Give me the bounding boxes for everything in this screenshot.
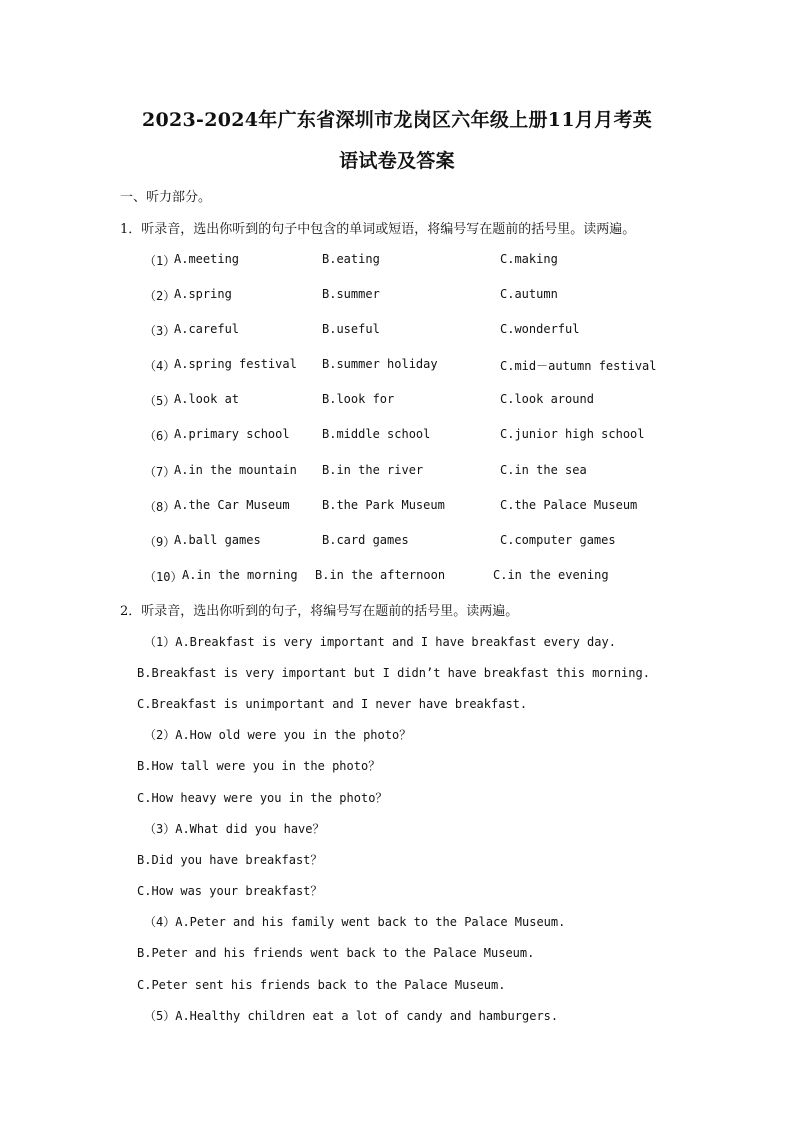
option-a: A.careful <box>174 322 240 336</box>
item-number: （2） <box>144 289 176 303</box>
sentence-line: C.Breakfast is unimportant and I never have breakfast. <box>137 697 528 711</box>
option-a: A.spring festival <box>174 357 297 371</box>
option-row <box>0 287 794 307</box>
sentence-line: （2）A.How old were you in the photo？ <box>144 728 412 742</box>
option-row <box>0 392 794 412</box>
sentence-line: B.Did you have breakfast？ <box>137 853 323 867</box>
question-2-instruction: 2．听录音，选出你听到的句子，将编号写在题前的括号里。读两遍。 <box>120 604 519 619</box>
option-c: C.in the sea <box>500 463 587 477</box>
option-b: B.look for <box>322 392 395 406</box>
sentence-line: B.Peter and his friends went back to the Palace Museum. <box>137 946 535 960</box>
option-a: A.in the morning <box>182 568 298 582</box>
option-a: A.ball games <box>174 533 261 547</box>
option-b: B.card games <box>322 533 409 547</box>
item-number: （3） <box>144 324 176 338</box>
option-a: A.spring <box>174 287 232 301</box>
option-b: B.in the river <box>322 463 424 477</box>
sentence-line: C.How was your breakfast？ <box>137 884 323 898</box>
item-number: （6） <box>144 429 176 443</box>
sentence-line: （1）A.Breakfast is very important and I have breakfast every day. <box>144 635 616 649</box>
item-number: （8） <box>144 500 176 514</box>
option-a: A.look at <box>174 392 240 406</box>
item-number: （7） <box>144 465 176 479</box>
option-c: C.the Palace Museum <box>500 498 638 512</box>
option-c: C.look around <box>500 392 594 406</box>
option-b: B.summer <box>322 287 380 301</box>
option-b: B.useful <box>322 322 380 336</box>
option-row <box>0 427 794 447</box>
option-c: C.junior high school <box>500 427 645 441</box>
sentence-line: （4）A.Peter and his family went back to the Palace Museum. <box>144 915 566 929</box>
option-c: C.in the evening <box>493 568 609 582</box>
option-a: A.primary school <box>174 427 290 441</box>
option-row <box>0 357 794 377</box>
option-b: B.summer holiday <box>322 357 438 371</box>
question-1-instruction: 1．听录音，选出你听到的句子中包含的单词或短语，将编号写在题前的括号里。读两遍。 <box>120 222 636 237</box>
option-row <box>0 463 794 483</box>
option-b: B.eating <box>322 252 380 266</box>
document-title-line-1: 2023-2024年广东省深圳市龙岗区六年级上册11月月考英 <box>141 109 653 131</box>
sentence-line: B.Breakfast is very important but I didn’t have breakfast this morning. <box>137 666 650 680</box>
section-heading-listening: 一、听力部分。 <box>120 190 212 205</box>
item-number: （9） <box>144 535 176 549</box>
sentence-line: B.How tall were you in the photo？ <box>137 759 381 773</box>
document-title-line-2: 语试卷及答案 <box>339 150 455 172</box>
option-c: C.mid－autumn festival <box>500 359 657 373</box>
option-c: C.autumn <box>500 287 558 301</box>
option-c: C.computer games <box>500 533 616 547</box>
option-row <box>0 252 794 272</box>
option-row <box>0 533 794 553</box>
option-row <box>0 568 794 588</box>
sentence-line: （5）A.Healthy children eat a lot of candy and hamburgers. <box>144 1009 559 1023</box>
option-a: A.meeting <box>174 252 240 266</box>
sentence-line: （3）A.What did you have？ <box>144 822 325 836</box>
option-b: B.the Park Museum <box>322 498 445 512</box>
option-a: A.the Car Museum <box>174 498 290 512</box>
item-number: （4） <box>144 359 176 373</box>
option-b: B.in the afternoon <box>315 568 446 582</box>
option-a: A.in the mountain <box>174 463 297 477</box>
option-row <box>0 498 794 518</box>
option-row <box>0 322 794 342</box>
option-c: C.making <box>500 252 558 266</box>
sentence-line: C.Peter sent his friends back to the Palace Museum. <box>137 978 506 992</box>
item-number: （1） <box>144 254 176 268</box>
item-number: （5） <box>144 394 176 408</box>
item-number: （10） <box>144 570 183 584</box>
option-c: C.wonderful <box>500 322 580 336</box>
sentence-line: C.How heavy were you in the photo？ <box>137 791 388 805</box>
option-b: B.middle school <box>322 427 431 441</box>
